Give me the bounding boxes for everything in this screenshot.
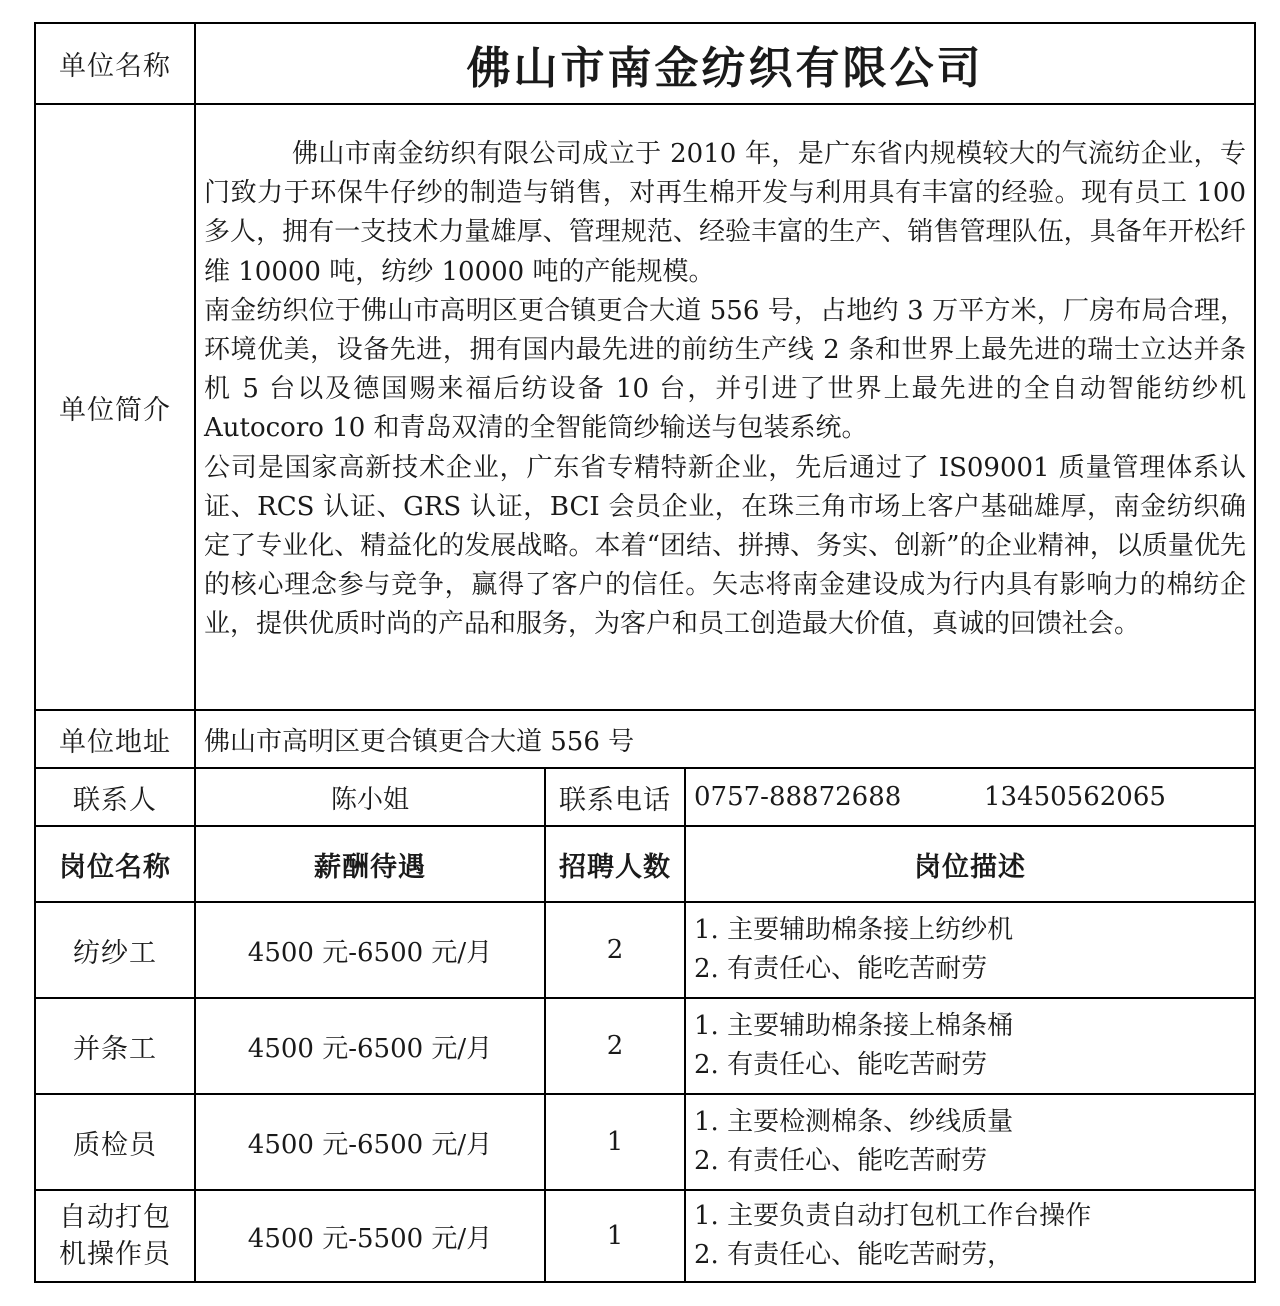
- company-intro: [195, 104, 1255, 710]
- jobs-header-row: [35, 826, 1255, 902]
- job-description-line: 1. 主要检测棉条、纱线质量: [694, 1107, 1014, 1137]
- job-title-line: 自动打包: [59, 1202, 171, 1233]
- job-description: [685, 1190, 1255, 1282]
- company-intro-label: 单位简介: [35, 104, 195, 710]
- job-description: [685, 1094, 1255, 1190]
- phone-1: 0757-88872688: [694, 782, 902, 812]
- company-name-row: [35, 23, 1255, 104]
- job-salary: 4500 元-6500 元/月: [195, 902, 545, 998]
- company-name-label: 单位名称: [35, 23, 195, 104]
- job-headcount: 2: [545, 902, 685, 998]
- job-description-line: 2. 有责任心、能吃苦耐劳: [694, 1050, 988, 1080]
- phone-label: 联系电话: [545, 768, 685, 826]
- table-row: [35, 902, 1255, 998]
- contact-label: 联系人: [35, 768, 195, 826]
- intro-paragraph-3: 公司是国家高新技术企业，广东省专精特新企业，先后通过了 IS09001 质量管理体系认证、RCS 认证、GRS 认证，BCI 会员企业，在珠三角市场上客户基础雄厚，南金纺织确定了专业化、精益化的发展战略。本着“团结、拼搏、务实、创新”的企业精神，以质量优先的核心理念参与竞争，赢得了客户的信任。矢志将南金建设成为行内具有影响力的棉纺企业，提供优质时尚的产品和服务，为客户和员工创造最大价值，真诚的回馈社会。: [204, 452, 1246, 640]
- company-intro-row: [35, 104, 1255, 710]
- job-description-line: 2. 有责任心、能吃苦耐劳，: [694, 1240, 1014, 1270]
- job-title: 纺纱工: [35, 902, 195, 998]
- contact-row: [35, 768, 1255, 826]
- job-description-line: 1. 主要辅助棉条接上棉条桶: [694, 1011, 1014, 1041]
- job-description-line: 2. 有责任心、能吃苦耐劳: [694, 1146, 988, 1176]
- header-salary: 薪酬待遇: [195, 826, 545, 902]
- job-salary: 4500 元-6500 元/月: [195, 998, 545, 1094]
- phone-2: 13450562065: [983, 782, 1166, 812]
- header-headcount: 招聘人数: [545, 826, 685, 902]
- job-headcount: 2: [545, 998, 685, 1094]
- header-description: 岗位描述: [685, 826, 1255, 902]
- intro-paragraph-1: 佛山市南金纺织有限公司成立于 2010 年，是广东省内规模较大的气流纺企业，专门致力于环保牛仔纱的制造与销售，对再生棉开发与利用具有丰富的经验。现有员工 100 多人，拥有一支技术力量雄厚、管理规范、经验丰富的生产、销售管理队伍，具备年开松纤维 10000 吨，纺纱 10000 吨的产能规模。: [204, 139, 1246, 287]
- job-description-line: 1. 主要辅助棉条接上纺纱机: [694, 915, 1014, 945]
- company-address: 佛山市高明区更合镇更合大道 556 号: [195, 710, 1255, 768]
- contact-person: 陈小姐: [195, 768, 545, 826]
- job-headcount: 1: [545, 1094, 685, 1190]
- company-name: 佛山市南金纺织有限公司: [195, 23, 1255, 104]
- job-description-line: 2. 有责任心、能吃苦耐劳: [694, 954, 988, 984]
- job-description-line: 1. 主要负责自动打包机工作台操作: [694, 1201, 1092, 1231]
- header-job-title: 岗位名称: [35, 826, 195, 902]
- job-title-line: 机操作员: [59, 1239, 171, 1270]
- phone-numbers: [685, 768, 1255, 826]
- job-title: 质检员: [35, 1094, 195, 1190]
- intro-paragraph-2: 南金纺织位于佛山市高明区更合镇更合大道 556 号，占地约 3 万平方米，厂房布局合理，环境优美，设备先进，拥有国内最先进的前纺生产线 2 条和世界上最先进的瑞士立达并条机 5 台以及德国赐来福后纺设备 10 台，并引进了世界上最先进的全自动智能纺纱机 Autocoro 10 和青岛双清的全智能筒纱输送与包装系统。: [204, 295, 1246, 444]
- table-row: [35, 1094, 1255, 1190]
- company-address-label: 单位地址: [35, 710, 195, 768]
- job-salary: 4500 元-5500 元/月: [195, 1190, 545, 1282]
- job-title: [35, 1190, 195, 1282]
- job-description: [685, 902, 1255, 998]
- company-address-row: [35, 710, 1255, 768]
- table-row: [35, 1190, 1255, 1282]
- job-headcount: 1: [545, 1190, 685, 1282]
- job-posting-table: [34, 22, 1256, 1283]
- job-salary: 4500 元-6500 元/月: [195, 1094, 545, 1190]
- table-row: [35, 998, 1255, 1094]
- job-description: [685, 998, 1255, 1094]
- job-title: 并条工: [35, 998, 195, 1094]
